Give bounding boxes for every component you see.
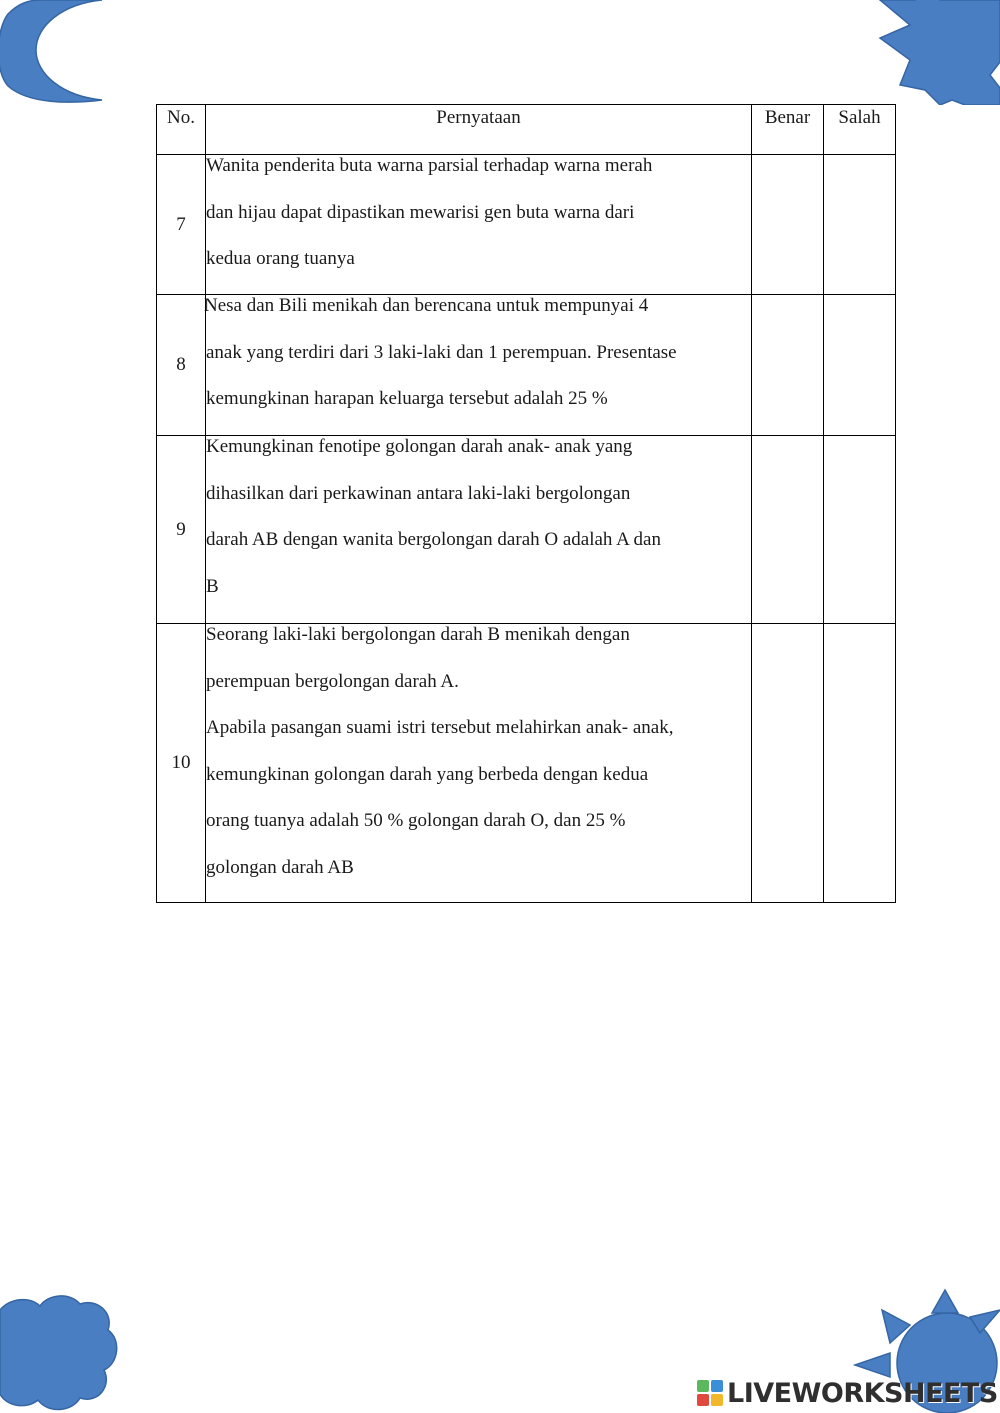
header-statement: Pernyataan [206, 105, 752, 155]
false-answer-cell[interactable] [824, 155, 896, 295]
statement-line: kedua orang tuanya [206, 248, 355, 269]
row-number: 8 [157, 295, 206, 436]
statement-cell [206, 624, 752, 903]
statement-line: dihasilkan dari perkawinan antara laki-laki bergolongan [206, 482, 631, 504]
statement-line: golongan darah AB [206, 856, 354, 878]
statement-line: kemungkinan harapan keluarga tersebut adalah 25 % [206, 388, 608, 409]
statement-cell [206, 295, 752, 436]
statement-line: B [206, 575, 219, 597]
logo-grid-icon [697, 1380, 723, 1406]
header-no: No. [157, 105, 206, 155]
statement-line: anak yang terdiri dari 3 laki-laki dan 1 perempuan. Presentase [206, 341, 677, 363]
true-false-table [156, 104, 896, 903]
header-true: Benar [752, 105, 824, 155]
crescent-moon-icon [0, 0, 110, 105]
true-answer-cell[interactable] [752, 436, 824, 624]
liveworksheets-logo [697, 1375, 998, 1411]
false-answer-cell[interactable] [824, 624, 896, 903]
statement-cell [206, 436, 752, 624]
row-number: 10 [157, 624, 206, 903]
statement-line: Kemungkinan fenotipe golongan darah anak- anak yang [206, 436, 633, 457]
brand-text: LIVEWORKSHEETS [727, 1377, 998, 1409]
true-answer-cell[interactable] [752, 155, 824, 295]
statement-line: orang tuanya adalah 50 % golongan darah O, dan 25 % [206, 810, 626, 831]
table-row [157, 295, 896, 436]
statement-line: Seorang laki-laki bergolongan darah B menikah dengan [206, 624, 630, 645]
statement-line: kemungkinan golongan darah yang berbeda dengan kedua [206, 763, 649, 785]
cloud-icon [0, 1290, 120, 1413]
false-answer-cell[interactable] [824, 295, 896, 436]
table-row [157, 436, 896, 624]
statement-line: dan hijau dapat dipastikan mewarisi gen buta warna dari [206, 201, 635, 223]
statement-line: Nesa dan Bili menikah dan berencana untuk mempunyai 4 [204, 295, 649, 316]
table-row [157, 624, 896, 903]
header-false: Salah [824, 105, 896, 155]
false-answer-cell[interactable] [824, 436, 896, 624]
row-number: 9 [157, 436, 206, 624]
statement-line: Wanita penderita buta warna parsial terhadap warna merah [206, 155, 653, 176]
statement-line: perempuan bergolongan darah A. [206, 670, 459, 692]
star-icon [870, 0, 1000, 105]
true-answer-cell[interactable] [752, 624, 824, 903]
row-number: 7 [157, 155, 206, 295]
statement-line: darah AB dengan wanita bergolongan darah O adalah A dan [206, 529, 661, 550]
statement-line: Apabila pasangan suami istri tersebut melahirkan anak- anak, [206, 717, 674, 738]
true-answer-cell[interactable] [752, 295, 824, 436]
statement-cell [206, 155, 752, 295]
table-row [157, 155, 896, 295]
